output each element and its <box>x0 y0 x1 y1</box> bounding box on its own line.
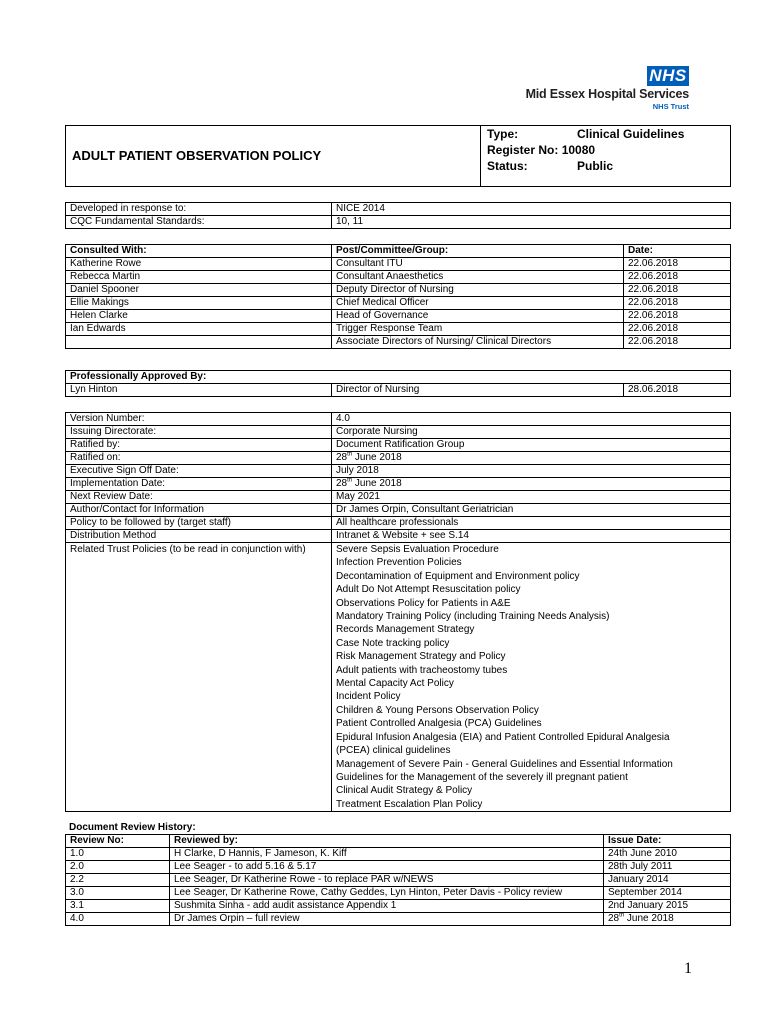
info-label: Policy to be followed by (target staff) <box>66 517 332 530</box>
issue-date: September 2014 <box>604 887 731 900</box>
approval-table <box>65 370 731 397</box>
table-row <box>66 384 731 397</box>
info-value: Intranet & Website + see S.14 <box>332 530 731 543</box>
table-row <box>66 530 731 543</box>
table-row <box>66 271 731 284</box>
info-value: All healthcare professionals <box>332 517 731 530</box>
info-label: Executive Sign Off Date: <box>66 465 332 478</box>
col-header: Review No: <box>66 835 170 848</box>
approver-name: Lyn Hinton <box>66 384 332 397</box>
table-row <box>66 900 731 913</box>
reviewed-by: Lee Seager - to add 5.16 & 5.17 <box>170 861 604 874</box>
list-item: Observations Policy for Patients in A&E <box>336 597 511 609</box>
info-value: May 2021 <box>332 491 731 504</box>
info-value <box>332 452 731 465</box>
nhs-trust-logo <box>520 66 695 114</box>
list-item: (PCEA) clinical guidelines <box>336 745 451 757</box>
review-no: 1.0 <box>66 848 170 861</box>
table-row <box>66 913 731 926</box>
info-label: Ratified on: <box>66 452 332 465</box>
cell: 22.06.2018 <box>624 310 731 323</box>
table-row <box>66 861 731 874</box>
table-row <box>66 465 731 478</box>
list-item: Severe Sepsis Evaluation Procedure <box>336 544 499 555</box>
issue-date <box>604 913 731 926</box>
info-label: Issuing Directorate: <box>66 426 332 439</box>
list-item: Treatment Escalation Plan Policy <box>336 798 483 810</box>
reviewed-by: H Clarke, D Hannis, F Jameson, K. Kiff <box>170 848 604 861</box>
dev-label: Developed in response to: <box>66 203 332 216</box>
table-row <box>66 284 731 297</box>
register-label: Register No: <box>487 143 559 157</box>
cell: 22.06.2018 <box>624 323 731 336</box>
list-item: Patient Controlled Analgesia (PCA) Guidelines <box>336 718 542 730</box>
col-header: Consulted With: <box>66 245 332 258</box>
table-row <box>66 491 731 504</box>
consultation-table <box>65 244 731 349</box>
type-value: Clinical Guidelines <box>577 127 685 141</box>
list-item: Children & Young Persons Observation Policy <box>336 704 539 716</box>
document-meta <box>481 126 731 187</box>
info-label: Author/Contact for Information <box>66 504 332 517</box>
cell: 22.06.2018 <box>624 284 731 297</box>
document-header-table <box>65 125 731 187</box>
reviewed-by: Sushmita Sinha - add audit assistance Appendix 1 <box>170 900 604 913</box>
info-label: Version Number: <box>66 413 332 426</box>
info-value: July 2018 <box>332 465 731 478</box>
table-row <box>66 426 731 439</box>
page-number: 1 <box>684 960 692 977</box>
list-item: Mandatory Training Policy (including Training Needs Analysis) <box>336 611 610 623</box>
list-item: Decontamination of Equipment and Environment policy <box>336 570 580 582</box>
cell: 22.06.2018 <box>624 297 731 310</box>
issue-day: 28 <box>608 913 620 924</box>
info-label: Distribution Method <box>66 530 332 543</box>
list-item: Adult patients with tracheostomy tubes <box>336 664 508 676</box>
table-row <box>66 887 731 900</box>
cell: Consultant Anaesthetics <box>332 271 624 284</box>
issue-date: 2nd January 2015 <box>604 900 731 913</box>
ratified-day: 28 <box>336 452 348 463</box>
approval-header: Professionally Approved By: <box>66 371 731 384</box>
table-row <box>66 297 731 310</box>
table-row <box>66 258 731 271</box>
table-row <box>66 848 731 861</box>
reviewed-by: Lee Seager, Dr Katherine Rowe - to replace PAR w/NEWS <box>170 874 604 887</box>
info-value: Corporate Nursing <box>332 426 731 439</box>
approver-role: Director of Nursing <box>332 384 624 397</box>
review-no: 2.0 <box>66 861 170 874</box>
reviewed-by: Dr James Orpin – full review <box>170 913 604 926</box>
type-row <box>487 126 730 142</box>
approval-date: 28.06.2018 <box>624 384 731 397</box>
cell: Katherine Rowe <box>66 258 332 271</box>
cell: Deputy Director of Nursing <box>332 284 624 297</box>
info-value: Dr James Orpin, Consultant Geriatrician <box>332 504 731 517</box>
review-no: 4.0 <box>66 913 170 926</box>
review-history-table <box>65 834 731 926</box>
cell: Chief Medical Officer <box>332 297 624 310</box>
table-header-row <box>66 245 731 258</box>
cell: Head of Governance <box>332 310 624 323</box>
list-item: Management of Severe Pain - General Guidelines and Essential Information <box>336 758 673 770</box>
table-row <box>66 439 731 452</box>
nhs-logo-badge: NHS <box>647 66 689 86</box>
document-title: ADULT PATIENT OBSERVATION POLICY <box>66 126 481 187</box>
info-value: Document Ratification Group <box>332 439 731 452</box>
issue-month-year: June 2018 <box>624 913 674 924</box>
review-no: 3.0 <box>66 887 170 900</box>
info-label: Implementation Date: <box>66 478 332 491</box>
table-row <box>66 517 731 530</box>
table-row <box>66 543 731 812</box>
table-row <box>66 310 731 323</box>
cell: Rebecca Martin <box>66 271 332 284</box>
list-item: Clinical Audit Strategy & Policy <box>336 785 473 797</box>
cell: Helen Clarke <box>66 310 332 323</box>
related-policies-label: Related Trust Policies (to be read in conjunction with) <box>66 543 332 812</box>
review-history-title: Document Review History: <box>69 822 196 833</box>
list-item: Risk Management Strategy and Policy <box>336 651 506 663</box>
org-name: Mid Essex Hospital Services <box>525 87 689 101</box>
cell: 22.06.2018 <box>624 336 731 349</box>
cell: Trigger Response Team <box>332 323 624 336</box>
ratified-month-year: June 2018 <box>352 452 402 463</box>
table-row <box>66 452 731 465</box>
list-item: Guidelines for the Management of the severely ill pregnant patient <box>336 771 628 783</box>
type-label: Type: <box>487 127 519 141</box>
table-header-row <box>66 371 731 384</box>
list-item: Infection Prevention Policies <box>336 557 462 569</box>
issue-date: 28th July 2011 <box>604 861 731 874</box>
table-row <box>66 413 731 426</box>
info-label: Ratified by: <box>66 439 332 452</box>
col-header: Issue Date: <box>604 835 731 848</box>
status-label: Status: <box>487 159 528 173</box>
table-row <box>66 874 731 887</box>
col-header: Date: <box>624 245 731 258</box>
table-row <box>66 216 731 229</box>
cqc-value: 10, 11 <box>332 216 731 229</box>
related-policies-list <box>332 543 731 812</box>
col-header: Post/Committee/Group: <box>332 245 624 258</box>
list-item: Records Management Strategy <box>336 624 475 636</box>
org-subtitle: NHS Trust <box>652 102 689 111</box>
review-no: 2.2 <box>66 874 170 887</box>
register-row <box>487 142 730 158</box>
table-header-row <box>66 835 731 848</box>
dev-value: NICE 2014 <box>332 203 731 216</box>
cell: Ellie Makings <box>66 297 332 310</box>
table-row <box>66 323 731 336</box>
list-item: Mental Capacity Act Policy <box>336 678 454 690</box>
list-item: Incident Policy <box>336 691 401 703</box>
info-value <box>332 478 731 491</box>
review-no: 3.1 <box>66 900 170 913</box>
cell: Associate Directors of Nursing/ Clinical Directors <box>332 336 624 349</box>
cell <box>66 336 332 349</box>
cell: Consultant ITU <box>332 258 624 271</box>
cell: 22.06.2018 <box>624 271 731 284</box>
implementation-month-year: June 2018 <box>352 478 402 489</box>
ratified-suffix: th <box>347 451 353 458</box>
status-row <box>487 158 730 174</box>
list-item: Adult Do Not Attempt Resuscitation policy <box>336 584 521 596</box>
development-table <box>65 202 731 229</box>
info-label: Next Review Date: <box>66 491 332 504</box>
table-row <box>66 203 731 216</box>
issue-day-suffix: th <box>619 912 625 919</box>
implementation-day: 28 <box>336 478 348 489</box>
cell: Daniel Spooner <box>66 284 332 297</box>
table-row <box>66 504 731 517</box>
implementation-suffix: th <box>347 477 353 484</box>
issue-date: January 2014 <box>604 874 731 887</box>
status-value: Public <box>577 159 614 173</box>
cell: 22.06.2018 <box>624 258 731 271</box>
cqc-label: CQC Fundamental Standards: <box>66 216 332 229</box>
register-value: 10080 <box>561 143 596 157</box>
table-row <box>66 336 731 349</box>
issue-date: 24th June 2010 <box>604 848 731 861</box>
reviewed-by: Lee Seager, Dr Katherine Rowe, Cathy Geddes, Lyn Hinton, Peter Davis - Policy review <box>170 887 604 900</box>
list-item: Case Note tracking policy <box>336 637 450 649</box>
col-header: Reviewed by: <box>170 835 604 848</box>
list-item: Epidural Infusion Analgesia (EIA) and Patient Controlled Epidural Analgesia <box>336 731 670 743</box>
version-info-table <box>65 412 731 812</box>
info-value: 4.0 <box>332 413 731 426</box>
table-row <box>66 478 731 491</box>
cell: Ian Edwards <box>66 323 332 336</box>
